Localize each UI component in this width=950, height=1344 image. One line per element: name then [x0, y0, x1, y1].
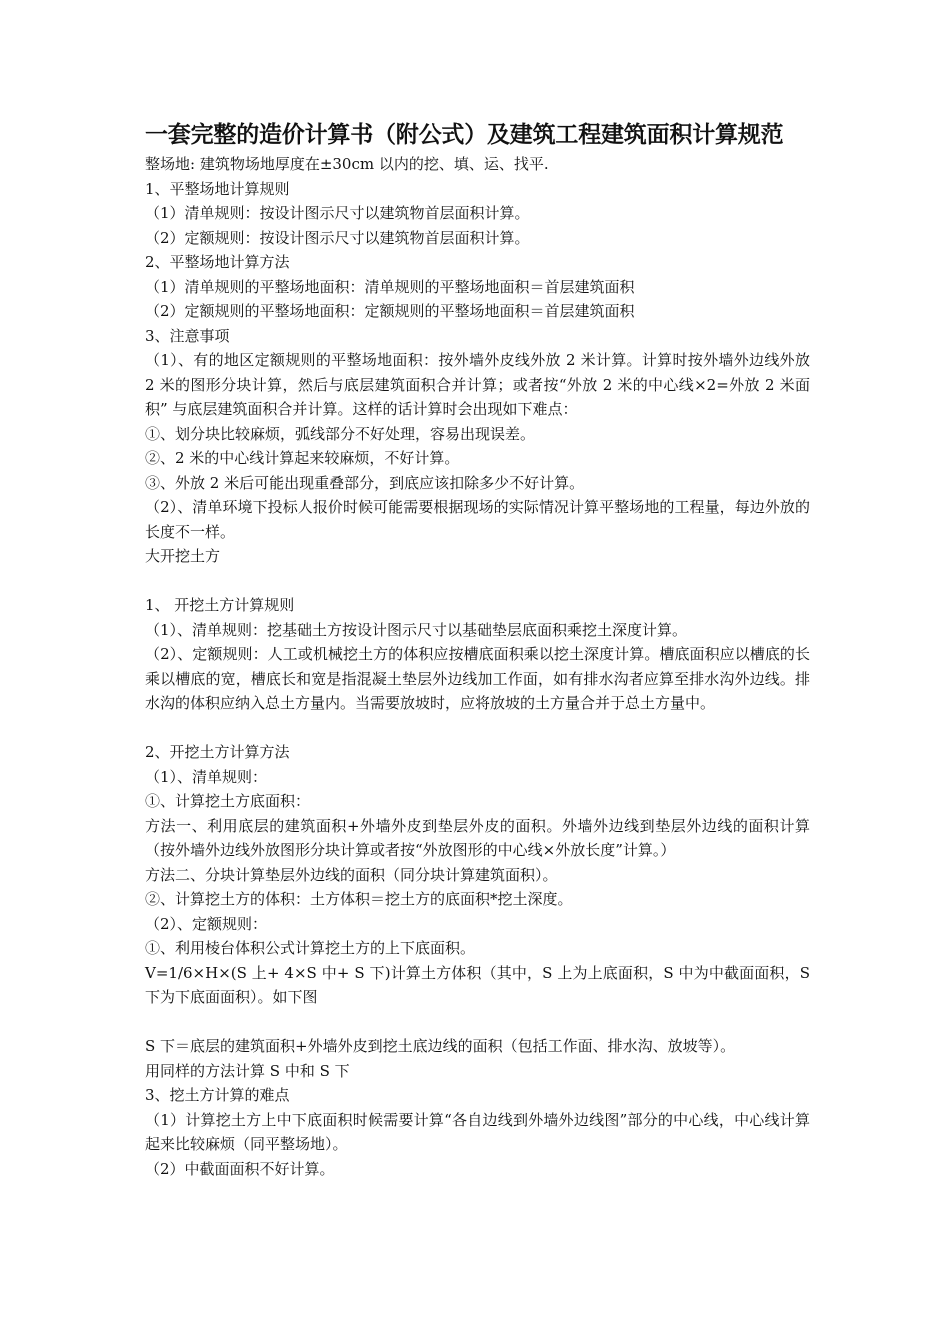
document-body: [145, 118, 810, 1181]
section-heading: 3、挖土方计算的难点: [145, 1086, 290, 1104]
text-line: ③、外放 2 米后可能出现重叠部分，到底应该扣除多少不好计算。: [145, 473, 585, 492]
text-line: （1）清单规则：按设计图示尺寸以建筑物首层面积计算。: [145, 204, 530, 222]
paragraph: 方法一、利用底层的建筑面积+外墙外皮到垫层外皮的面积。外墙外边线到垫层外边线的面积计算（按外墙外边线外放图形分块计算或者按“外放图形的中心线×外放长度”计算。）: [145, 816, 810, 859]
document-title: 一套完整的造价计算书（附公式）及建筑工程建筑面积计算规范: [145, 122, 784, 148]
section-heading: 大开挖土方: [145, 547, 221, 565]
text-line: ②、2 米的中心线计算起来较麻烦，不好计算。: [145, 449, 460, 467]
text-line: （1）、清单规则：: [145, 767, 268, 786]
paragraph: （1）计算挖土方上中下底面积时候需要计算“各自边线到外墙外边线图”部分的中心线，中心线计算起来比较麻烦（同平整场地）。: [145, 1110, 810, 1153]
text-line: （2）定额规则的平整场地面积：定额规则的平整场地面积＝首层建筑面积: [145, 302, 635, 320]
section-heading: 2、平整场地计算方法: [145, 253, 290, 271]
paragraph: （2）、清单环境下投标人报价时候可能需要根据现场的实际情况计算平整场地的工程量，每边外放的长度不一样。: [145, 498, 810, 541]
text-line: 用同样的方法计算 S 中和 S 下: [145, 1061, 350, 1080]
text-line: （2）中截面面积不好计算。: [145, 1159, 335, 1178]
text-line: （1）、清单规则：挖基础土方按设计图示尺寸以基础垫层底面积乘挖土深度计算。: [145, 620, 688, 639]
section-heading: 1、平整场地计算规则: [145, 179, 290, 198]
text-line: ①、利用棱台体积公式计算挖土方的上下底面积。: [145, 939, 476, 957]
text-line: （2）、定额规则：: [145, 914, 268, 933]
section-heading: 1、 开挖土方计算规则: [145, 596, 295, 614]
paragraph: V=1/6×H×(S 上+ 4×S 中+ S 下)计算土方体积（其中，S 上为上底面积，S 中为中截面面积，S 下为下底面面积）。如下图: [145, 963, 810, 1006]
paragraph: （1）、有的地区定额规则的平整场地面积：按外墙外皮线外放 2 米计算。计算时按外墙外边线外放 2 米的图形分块计算，然后与底层建筑面积合并计算；或者按“外放 2 米的中心线×2=外放 2 米面积” 与底层建筑面积合并计算。这样的话计算时会出现如下难点：: [145, 351, 810, 418]
text-line: ②、计算挖土方的体积：土方体积＝挖土方的底面积*挖土深度。: [145, 890, 573, 908]
text-line: 整场地: 建筑物场地厚度在±30cm 以内的挖、填、运、找平.: [145, 155, 549, 173]
text-line: 方法二、分块计算垫层外边线的面积（同分块计算建筑面积）。: [145, 865, 558, 884]
text-line: （1）清单规则的平整场地面积：清单规则的平整场地面积＝首层建筑面积: [145, 277, 635, 296]
section-heading: 2、开挖土方计算方法: [145, 743, 290, 761]
blank-line: [145, 1010, 810, 1035]
text-line: ①、划分块比较麻烦，弧线部分不好处理，容易出现误差。: [145, 424, 536, 443]
paragraph: （2）、定额规则：人工或机械挖土方的体积应按槽底面积乘以挖土深度计算。槽底面积应以槽底的长乘以槽底的宽，槽底长和宽是指混凝土垫层外边线加工作面，如有排水沟者应算至排水沟外边线。排水沟的体积应纳入总土方量内。当需要放坡时，应将放坡的土方量合并于总土方量中。: [145, 645, 810, 712]
section-heading: 3、注意事项: [145, 326, 230, 345]
text-line: （2）定额规则：按设计图示尺寸以建筑物首层面积计算。: [145, 228, 530, 247]
text-line: ①、计算挖土方底面积：: [145, 792, 311, 810]
blank-line: [145, 716, 810, 741]
paragraph: S 下＝底层的建筑面积+外墙外皮到挖土底边线的面积（包括工作面、排水沟、放坡等）。: [145, 1037, 736, 1055]
blank-line: [145, 569, 810, 594]
